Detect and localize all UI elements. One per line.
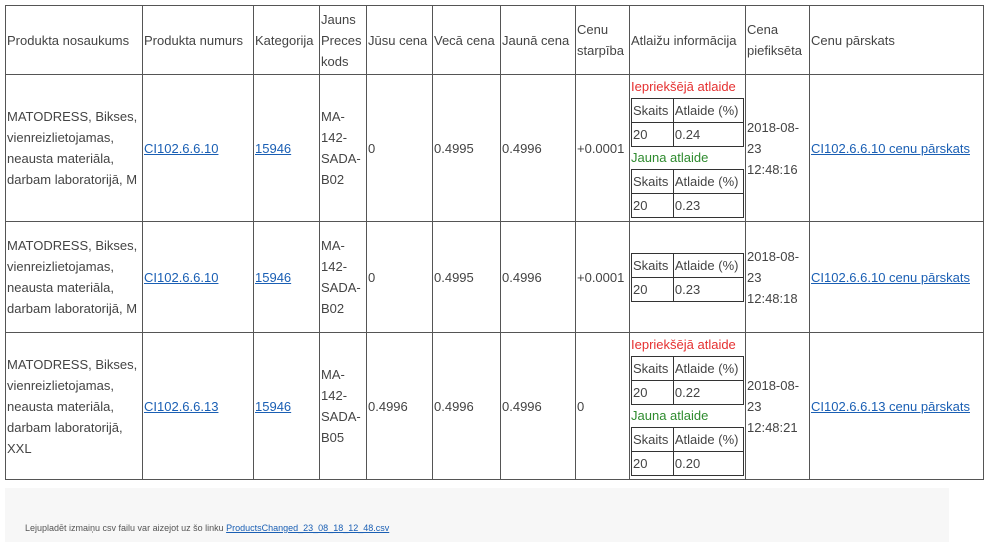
new-discount-table — [631, 427, 744, 476]
new-price: 0.4996 — [501, 333, 576, 480]
table-row — [6, 222, 984, 333]
category-link[interactable]: 15946 — [255, 140, 292, 156]
new-price: 0.4996 — [501, 75, 576, 222]
discount-header: Atlaide (%) — [673, 99, 743, 123]
header-category: Kategorija — [254, 6, 320, 75]
price-date: 2018-08-23 12:48:18 — [746, 222, 810, 333]
header-price-report: Cenu pārskats — [810, 6, 984, 75]
product-number-link[interactable]: CI102.6.6.13 — [144, 398, 219, 414]
price-diff: +0.0001 — [576, 75, 630, 222]
header-new-price: Jaunā cena — [501, 6, 576, 75]
header-row — [6, 6, 984, 75]
header-price-diff: Cenu starpība — [576, 6, 630, 75]
qty-header: Skaits — [632, 170, 674, 194]
product-name: MATODRESS, Bikses, vienreizlietojamas, neausta materiāla, darbam laboratorijā, M — [6, 222, 143, 333]
new-discount-label: Jauna atlaide — [631, 408, 709, 423]
new-code: MA-142-SADA-B02 — [320, 222, 367, 333]
price-changes-table — [5, 5, 984, 480]
previous-discount-label: Iepriekšējā atlaide — [631, 337, 736, 352]
product-name: MATODRESS, Bikses, vienreizlietojamas, neausta materiāla, darbam laboratorijā, M — [6, 75, 143, 222]
discount-header: Atlaide (%) — [673, 357, 743, 381]
header-new-code: Jauns Preces kods — [320, 6, 367, 75]
header-discount-info: Atlaižu informācija — [630, 6, 746, 75]
discount-value: 0.20 — [673, 452, 743, 476]
new-code: MA-142-SADA-B02 — [320, 75, 367, 222]
product-name: MATODRESS, Bikses, vienreizlietojamas, neausta materiāla, darbam laboratorijā, XXL — [6, 333, 143, 480]
qty-header: Skaits — [632, 99, 674, 123]
footer-text: Lejupladēt izmaiņu csv failu var aizejot uz šo linku — [25, 523, 227, 533]
qty-value: 20 — [632, 452, 674, 476]
qty-value: 20 — [632, 123, 674, 147]
category-link[interactable]: 15946 — [255, 398, 292, 414]
price-report-link[interactable]: CI102.6.6.13 cenu pārskats — [811, 398, 970, 414]
discount-value: 0.23 — [673, 194, 743, 218]
price-report-link[interactable]: CI102.6.6.10 cenu pārskats — [811, 140, 970, 156]
price-diff: 0 — [576, 333, 630, 480]
csv-download-link[interactable]: ProductsChanged_23_08_18_12_48.csv — [226, 523, 390, 533]
qty-header: Skaits — [632, 253, 674, 277]
old-price: 0.4995 — [433, 222, 501, 333]
price-date: 2018-08-23 12:48:21 — [746, 333, 810, 480]
header-old-price: Vecā cena — [433, 6, 501, 75]
price-date: 2018-08-23 12:48:16 — [746, 75, 810, 222]
footer-background — [5, 488, 949, 542]
discount-header: Atlaide (%) — [673, 253, 743, 277]
old-price: 0.4995 — [433, 75, 501, 222]
your-price: 0 — [367, 222, 433, 333]
table-row — [6, 75, 984, 222]
discount-info — [630, 333, 746, 480]
old-price: 0.4996 — [433, 333, 501, 480]
your-price: 0 — [367, 75, 433, 222]
previous-discount-table — [631, 98, 744, 147]
previous-discount-label: Iepriekšējā atlaide — [631, 79, 736, 94]
header-product-name: Produkta nosaukums — [6, 6, 143, 75]
category-link[interactable]: 15946 — [255, 269, 292, 285]
header-your-price: Jūsu cena — [367, 6, 433, 75]
new-discount-table — [631, 169, 744, 218]
qty-value: 20 — [632, 381, 674, 405]
discount-table — [631, 253, 744, 302]
previous-discount-table — [631, 356, 744, 405]
new-code: MA-142-SADA-B05 — [320, 333, 367, 480]
new-price: 0.4996 — [501, 222, 576, 333]
discount-value: 0.22 — [673, 381, 743, 405]
qty-value: 20 — [632, 277, 674, 301]
qty-value: 20 — [632, 194, 674, 218]
header-price-date: Cena piefiksēta — [746, 6, 810, 75]
price-report-link[interactable]: CI102.6.6.10 cenu pārskats — [811, 269, 970, 285]
discount-info — [630, 222, 746, 333]
discount-value: 0.23 — [673, 277, 743, 301]
footer-note — [25, 523, 389, 533]
your-price: 0.4996 — [367, 333, 433, 480]
discount-info — [630, 75, 746, 222]
product-number-link[interactable]: CI102.6.6.10 — [144, 269, 219, 285]
header-product-number: Produkta numurs — [143, 6, 254, 75]
qty-header: Skaits — [632, 428, 674, 452]
discount-value: 0.24 — [673, 123, 743, 147]
discount-header: Atlaide (%) — [673, 428, 743, 452]
new-discount-label: Jauna atlaide — [631, 150, 709, 165]
product-number-link[interactable]: CI102.6.6.10 — [144, 140, 219, 156]
qty-header: Skaits — [632, 357, 674, 381]
discount-header: Atlaide (%) — [673, 170, 743, 194]
table-row — [6, 333, 984, 480]
price-diff: +0.0001 — [576, 222, 630, 333]
